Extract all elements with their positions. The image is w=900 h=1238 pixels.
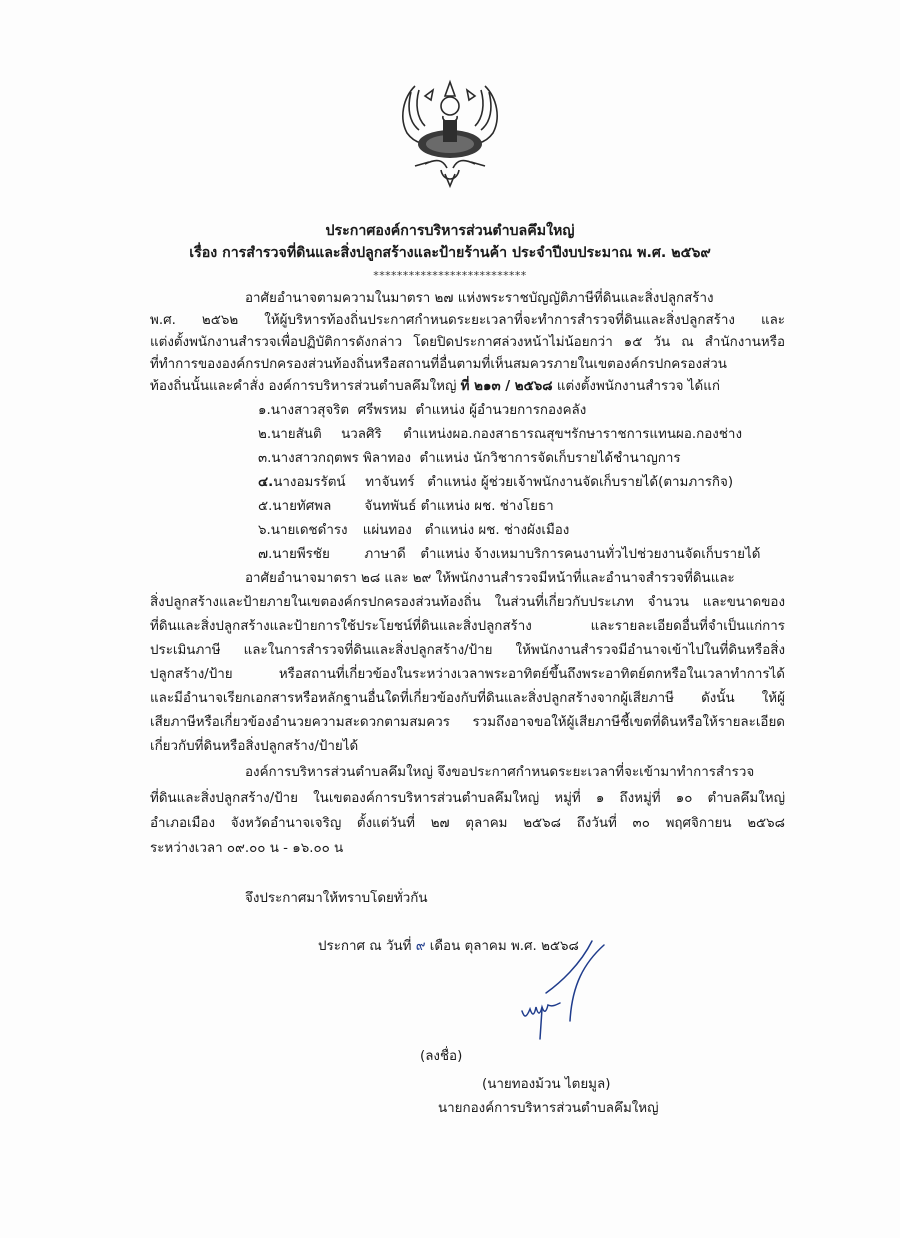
staff-item (258, 546, 760, 564)
document-title: ประกาศองค์การบริหารส่วนตำบลคึมใหญ่ (325, 223, 575, 239)
staff-number: ๖. (258, 523, 271, 538)
staff-name: นางอมรรัตน์ (273, 475, 346, 490)
paragraph1-text: แต่งตั้งพนักงานสำรวจ ได้แก่ (552, 379, 720, 394)
staff-position: ตำแหน่ง จ้างเหมาบริการคนงานทั่วไปช่วยงานจัดเก็บรายได้ (420, 547, 761, 562)
staff-position: ตำแหน่ง ผู้ช่วยเจ้าพนักงานจัดเก็บรายได้(ตามภารกิจ) (427, 475, 734, 490)
date-month: เดือน ตุลาคม พ.ศ. (425, 939, 542, 954)
staff-item (258, 498, 554, 516)
signature-ink-icon (500, 935, 620, 1045)
staff-number: ๔. (258, 475, 274, 490)
paragraph2-line: เกี่ยวกับที่ดินหรือสิ่งปลูกสร้าง/ป้ายได้ (150, 739, 359, 754)
staff-item (258, 522, 569, 540)
staff-surname: ภาษาดี (364, 547, 406, 562)
document-subject: เรื่อง การสำรวจที่ดินและสิ่งปลูกสร้างและป้ายร้านค้า ประจำปีงบประมาณ พ.ศ. ๒๕๖๙ (189, 245, 711, 261)
staff-name: นายสันติ (271, 427, 322, 442)
paragraph1-line: ที่ทำการขององค์กรปกครองส่วนท้องถิ่นหรือสถานที่อื่นตามที่เห็นสมควรภายในเขตองค์กรปกครองส่วน (150, 357, 727, 372)
staff-position: ตำแหน่งผอ.กองสาธารณสุขฯรักษาราชการแทนผอ.กองช่าง (403, 427, 742, 442)
staff-surname: ทาจันทร์ (365, 475, 415, 490)
date-day-handwritten: ๙ (415, 939, 426, 954)
title-separator: ************************** (373, 269, 527, 282)
staff-item (258, 426, 742, 444)
staff-name: นางสาวสุจริต (270, 403, 350, 418)
staff-number: ๒. (258, 427, 272, 442)
paragraph2-line: ปลูกสร้าง/ป้าย หรือสถานที่เกี่ยวข้องในระหว่างเวลาพระอาทิตย์ขึ้นถึงพระอาทิตย์ตกหรือในเวลาทำการได้ (150, 667, 785, 682)
closing-statement: จึงประกาศมาให้ทราบโดยทั่วกัน (245, 891, 428, 906)
paragraph3-line: อำเภอเมือง จังหวัดอำนาจเจริญ ตั้งแต่วันที่ ๒๗ ตุลาคม ๒๕๖๘ ถึงวันที่ ๓๐ พฤศจิกายน ๒๕๖๘ (150, 816, 785, 831)
signature-label: (ลงชื่อ) (420, 1049, 463, 1064)
signatory-title: นายกองค์การบริหารส่วนตำบลคึมใหญ่ (438, 1101, 659, 1116)
paragraph3-line: องค์การบริหารส่วนตำบลคึมใหญ่ จึงขอประกาศกำหนดระยะเวลาที่จะเข้ามาทำการสำรวจ (245, 765, 755, 780)
signatory-name: (นายทองม้วน ไตยมูล) (482, 1077, 611, 1092)
staff-position: ตำแหน่ง ผช. ช่างผังเมือง (424, 523, 570, 538)
date-prefix: ประกาศ ณ วันที่ (318, 939, 416, 954)
paragraph1-text: ท้องถิ่นนั้นและคำสั่ง องค์การบริหารส่วนตำบลคึมใหญ่ (150, 379, 461, 394)
staff-surname: นวลศิริ (341, 427, 382, 442)
date-year: ๒๕๖๘ (541, 939, 579, 954)
staff-number: ๑. (258, 403, 271, 418)
paragraph2-line: อาศัยอำนาจมาตรา ๒๘ และ ๒๙ ให้พนักงานสำรวจมีหน้าที่และอำนาจสำรวจที่ดินและ (245, 571, 735, 586)
paragraph1-line: อาศัยอำนาจตามความในมาตรา ๒๗ แห่งพระราชบัญญัติภาษีที่ดินและสิ่งปลูกสร้าง (245, 291, 714, 306)
staff-number: ๓. (258, 451, 272, 466)
order-number: ที่ ๒๑๓ / ๒๕๖๘ (460, 379, 553, 394)
staff-number: ๗. (258, 547, 273, 562)
staff-position: ตำแหน่ง ผู้อำนวยการกองคลัง (415, 403, 587, 418)
paragraph3-line: ระหว่างเวลา ๐๙.๐๐ น - ๑๖.๐๐ น (150, 841, 344, 856)
paragraph2-line: และมีอำนาจเรียกเอกสารหรือหลักฐานอื่นใดที่เกี่ยวข้องกับที่ดินและสิ่งปลูกสร้างจากผู้เสียภาษี ดังนั้น ให้ผู้ (150, 691, 785, 706)
paragraph2-line: เสียภาษีหรือเกี่ยวข้องอำนวยความสะดวกตามสมควร รวมถึงอาจขอให้ผู้เสียภาษีชี้เขตที่ดินหรือให้รายละเอียด (150, 715, 785, 730)
paragraph1-last-line (150, 378, 720, 396)
staff-surname: ศรีพรหม (357, 403, 407, 418)
staff-surname: จันทพันธ์ (364, 499, 417, 514)
staff-number: ๕. (258, 499, 273, 514)
staff-position: ตำแหน่ง ผช. ช่างโยธา (420, 499, 554, 514)
staff-item (258, 402, 586, 420)
paragraph1-line: พ.ศ. ๒๕๖๒ ให้ผู้บริหารท้องถิ่นประกาศกำหนดระยะเวลาที่จะทำการสำรวจที่ดินและสิ่งปลูกสร้าง และ (150, 313, 785, 328)
paragraph1-line: แต่งตั้งพนักงานสำรวจเพื่อปฏิบัติการดังกล่าว โดยปิดประกาศล่วงหน้าไม่น้อยกว่า ๑๕ วัน ณ สำนักงานหรือ (150, 335, 785, 350)
paragraph2-line: สิ่งปลูกสร้างและป้ายภายในเขตองค์กรปกครองส่วนท้องถิ่น ในส่วนที่เกี่ยวกับประเภท จำนวน และขนาดของ (150, 595, 785, 610)
staff-surname: พิลาทอง (363, 451, 412, 466)
staff-position: ตำแหน่ง นักวิชาการจัดเก็บรายได้ชำนาญการ (419, 451, 681, 466)
paragraph2-line: ที่ดินและสิ่งปลูกสร้างและป้ายการใช้ประโยชน์ที่ดินและสิ่งปลูกสร้าง และรายละเอียดอื่นที่จำเป็นแก่การ (150, 619, 785, 634)
staff-name: นางสาวกฤตพร (271, 451, 359, 466)
staff-item (258, 450, 681, 468)
staff-name: นายพีรชัย (272, 547, 330, 562)
paragraph2-line: ประเมินภาษี และในการสำรวจที่ดินและสิ่งปลูกสร้าง/ป้าย ให้พนักงานสำรวจมีอำนาจเข้าไปในที่ดินหรือสิ่ง (150, 643, 785, 658)
garuda-emblem-icon (385, 78, 515, 190)
staff-name: นายทัศพล (272, 499, 332, 514)
staff-name: นายเดชดำรง (270, 523, 348, 538)
staff-item (258, 474, 733, 492)
paragraph3-line: ที่ดินและสิ่งปลูกสร้าง/ป้าย ในเขตองค์การบริหารส่วนตำบลคึมใหญ่ หมู่ที่ ๑ ถึงหมู่ที่ ๑๐ ตำบลคึมใหญ่ (150, 791, 785, 806)
staff-surname: แผ่นทอง (362, 523, 412, 538)
